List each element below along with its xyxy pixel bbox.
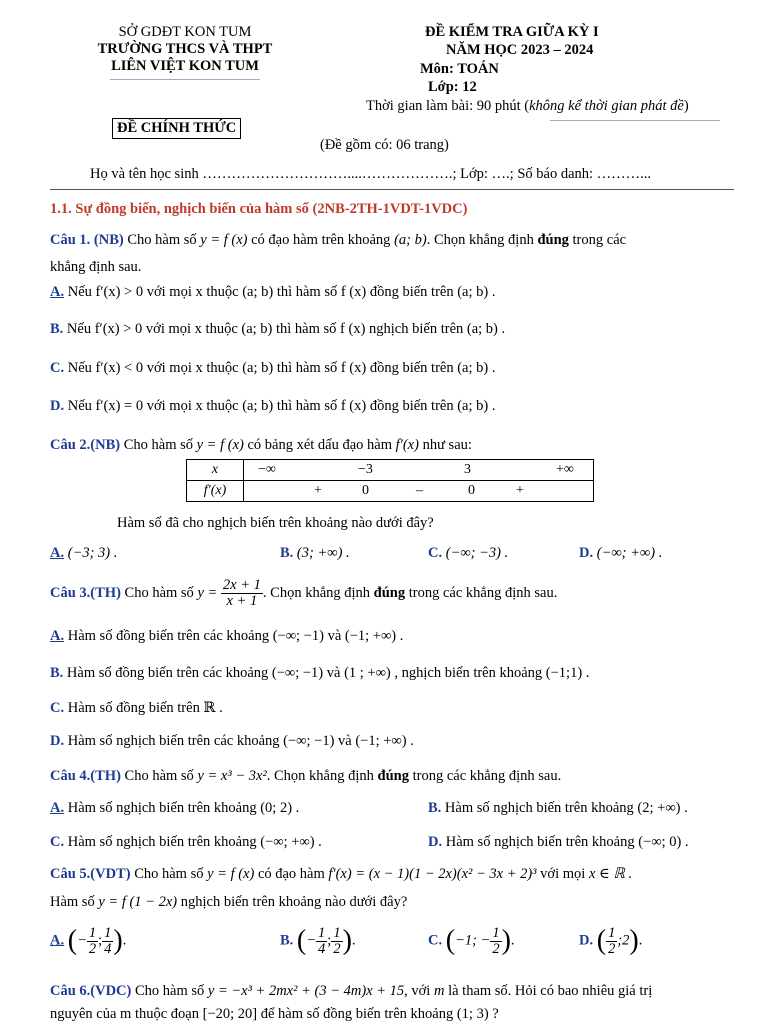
q5-option-c-lparen: ( <box>445 925 456 956</box>
q4-option-b-letter: B. <box>428 800 442 816</box>
x-value-pos-inf: +∞ <box>556 462 574 477</box>
q6-stem-a: Cho hàm số <box>134 983 205 999</box>
q5-b-end: . <box>351 932 356 949</box>
q1-option-b-letter: B. <box>50 321 64 337</box>
q4-option-a[interactable] <box>50 800 299 817</box>
q5-option-c[interactable] <box>428 925 515 957</box>
q5-option-a-lparen: ( <box>67 925 78 956</box>
q2-option-a[interactable] <box>50 545 117 562</box>
q4-option-d-letter: D. <box>428 834 443 850</box>
q2-option-a-letter: A. <box>50 545 65 561</box>
q3-denominator: x + 1 <box>226 593 258 609</box>
q4-stem-c: trong các khẳng định sau. <box>412 768 562 784</box>
q5-option-c-letter: C. <box>428 932 443 949</box>
sign-table <box>186 459 594 502</box>
q2-option-b-letter: B. <box>280 545 294 561</box>
q5-b-num2: 1 <box>333 924 341 941</box>
q2-option-a-text: (−3; 3) . <box>67 545 118 561</box>
q4-option-d-text: Hàm số nghịch biến trên khoảng (−∞; 0) . <box>445 834 689 850</box>
q5-option-b-frac1 <box>316 926 327 957</box>
time-limit <box>366 98 689 115</box>
subject: Môn: TOÁN <box>420 61 499 77</box>
q5-option-b-letter: B. <box>280 932 294 949</box>
q5-option-b-lparen: ( <box>296 925 307 956</box>
q1-stem-d: trong các <box>572 232 627 248</box>
q1-stem <box>50 232 626 249</box>
student-info-line: Họ và tên học sinh …………………………....……………….; Lớp: ….; Số báo danh: ………... <box>90 166 652 182</box>
q2-option-c[interactable] <box>428 545 508 562</box>
q3-fraction <box>221 578 263 609</box>
q4-option-b[interactable] <box>428 800 688 817</box>
q5-option-d-frac <box>606 926 617 957</box>
grade: Lớp: 12 <box>428 79 477 95</box>
q5-option-b-sign: − <box>306 932 317 949</box>
q3-option-b-text: Hàm số đồng biến trên các khoảng (−∞; −1) và (1 ; +∞) , nghịch biến trên khoảng (−1;1) . <box>66 665 590 681</box>
q5-d-num: 1 <box>608 924 616 941</box>
q5-option-a[interactable] <box>50 925 126 957</box>
time-suffix: ) <box>683 98 689 114</box>
q5-a-den2: 4 <box>104 940 112 957</box>
q1-option-c-text: Nếu f′(x) < 0 với mọi x thuộc (a; b) thì hàm số f (x) đồng biến trên (a; b) . <box>67 360 496 376</box>
q3-option-c-text: Hàm số đồng biến trên ℝ . <box>67 700 223 716</box>
q6-m: m <box>433 983 445 999</box>
q3-option-b[interactable] <box>50 665 589 682</box>
q2-stem-b: có bảng xét dấu đạo hàm <box>247 437 393 453</box>
q6-stem <box>50 983 652 1000</box>
q5-option-d-lparen: ( <box>596 925 607 956</box>
q5-a-num1: 1 <box>88 924 97 941</box>
q1-stem-a: Cho hàm số <box>127 232 197 248</box>
q5-stem-a: Cho hàm số <box>134 866 204 882</box>
q2-stem-a: Cho hàm số <box>123 437 193 453</box>
school-name-line2: LIÊN VIỆT KON TUM <box>111 58 259 74</box>
q5-b-den2: 2 <box>333 940 341 957</box>
q1-stem-line2: khẳng định sau. <box>50 259 142 275</box>
q4-option-a-text: Hàm số nghịch biến trên khoảng (0; 2) . <box>67 800 300 816</box>
q3-option-a-letter: A. <box>50 628 65 644</box>
q4-option-c-letter: C. <box>50 834 65 850</box>
q5-b-num1: 1 <box>318 924 326 941</box>
q1-option-d-text: Nếu f′(x) = 0 với mọi x thuộc (a; b) thì hàm số f (x) đồng biến trên (a; b) . <box>67 398 496 414</box>
q3-option-d[interactable] <box>50 733 414 750</box>
q5-option-d[interactable] <box>579 925 642 957</box>
official-badge: ĐỀ CHÍNH THỨC <box>112 118 241 139</box>
q2-stem-c: như sau: <box>422 437 472 453</box>
q4-option-d[interactable] <box>428 834 689 851</box>
exam-title: ĐỀ KIỂM TRA GIỮA KỲ I <box>425 24 599 40</box>
q1-level: (NB) <box>93 232 124 248</box>
q5-option-a-frac1 <box>87 926 98 957</box>
time-rule <box>550 120 720 121</box>
q4-option-c-text: Hàm số nghịch biến trên khoảng (−∞; +∞) . <box>67 834 322 850</box>
q3-label: Câu 3.(TH) <box>50 584 121 601</box>
q3-stem-b: . Chọn khẳng định <box>262 584 371 601</box>
q2-func: y = f (x) <box>196 437 244 453</box>
sign-table-row-deriv <box>187 481 594 502</box>
q2-option-d[interactable] <box>579 545 662 562</box>
q5-func: y = f (x) <box>207 866 255 882</box>
sign-minus: – <box>416 483 423 498</box>
q5-c-end: . <box>510 932 515 949</box>
q3-numerator: 2x + 1 <box>222 577 261 593</box>
q2-option-b-text: (3; +∞) . <box>296 545 350 561</box>
q2-option-d-text: (−∞; +∞) . <box>596 545 663 561</box>
header-left-rule <box>110 79 260 80</box>
q3-option-a-text: Hàm số đồng biến trên các khoảng (−∞; −1) và (−1; +∞) . <box>67 628 404 644</box>
q1-interval: (a; b) <box>394 232 427 248</box>
section-title: 1.1. Sự đồng biến, nghịch biến của hàm số (2NB-2TH-1VDT-1VDC) <box>50 201 468 217</box>
x-value-neg-inf: −∞ <box>258 462 276 477</box>
q2-option-b[interactable] <box>280 545 350 562</box>
q1-option-c-letter: C. <box>50 360 65 376</box>
q6-label: Câu 6.(VDC) <box>50 983 132 999</box>
q5-option-a-letter: A. <box>50 932 65 949</box>
q1-option-b[interactable] <box>50 321 505 338</box>
q6-stem-b: , với <box>404 983 431 999</box>
q4-option-c[interactable] <box>50 834 322 851</box>
sign-plus-1: + <box>314 483 322 498</box>
q4-option-b-text: Hàm số nghịch biến trên khoảng (2; +∞) . <box>444 800 688 816</box>
q5-b-sep: ; <box>327 932 332 949</box>
q6-stem-c: là tham số. Hỏi có bao nhiêu giá trị <box>448 983 653 999</box>
q6-stem-line2: nguyên của m thuộc đoạn [−20; 20] để hàm số đồng biến trên khoảng (1; 3) ? <box>50 1006 499 1022</box>
q5-option-a-frac2 <box>102 926 113 957</box>
q1-stem-c: . Chọn khẳng định <box>426 232 534 248</box>
q4-label: Câu 4.(TH) <box>50 768 121 784</box>
q2-question: Hàm số đã cho nghịch biến trên khoảng nào dưới đây? <box>117 515 434 531</box>
q5-c-den: 2 <box>492 940 500 957</box>
q3-option-c-letter: C. <box>50 700 65 716</box>
page-count: (Đề gồm có: 06 trang) <box>320 137 449 153</box>
q5-domain: x ∈ ℝ . <box>588 866 633 882</box>
q1-option-a-letter: A. <box>50 284 65 300</box>
q5-a-den1: 2 <box>88 940 97 957</box>
sign-table-x-label: x <box>187 460 244 481</box>
q5-c-num: 1 <box>492 924 500 941</box>
q1-option-a[interactable] <box>50 284 495 301</box>
q5-option-d-letter: D. <box>579 932 594 949</box>
q5-option-a-sign: − <box>77 932 87 949</box>
q5-deriv: f′(x) = (x − 1)(1 − 2x)(x² − 3x + 2)³ <box>328 866 537 882</box>
q2-label: Câu 2.(NB) <box>50 437 121 453</box>
q1-option-b-text: Nếu f′(x) > 0 với mọi x thuộc (a; b) thì hàm số f (x) nghịch biến trên (a; b) . <box>66 321 506 337</box>
school-year: NĂM HỌC 2023 – 2024 <box>446 42 594 58</box>
q4-stem <box>50 768 561 785</box>
q5-stem-c: với mọi <box>540 866 586 882</box>
header-left <box>70 24 300 75</box>
q5-option-c-frac <box>490 926 501 957</box>
q4-option-a-letter: A. <box>50 800 65 816</box>
q4-strong: đúng <box>377 768 409 784</box>
q4-stem-b: . Chọn khẳng định <box>266 768 374 784</box>
q5-line2-func: y = f (1 − 2x) <box>98 894 178 910</box>
q3-stem-c: trong các khẳng định sau. <box>408 584 558 601</box>
q2-option-c-text: (−∞; −3) . <box>445 545 509 561</box>
q1-func: y = f (x) <box>200 232 248 248</box>
sign-table-signs <box>244 481 594 502</box>
q3-option-b-letter: B. <box>50 665 64 681</box>
sign-table-x-values <box>244 460 594 481</box>
q2-deriv: f′(x) <box>395 437 419 453</box>
sign-plus-2: + <box>516 483 524 498</box>
q6-func: y = −x³ + 2mx² + (3 − 4m)x + 15 <box>207 983 405 999</box>
x-value-neg3: −3 <box>358 462 373 477</box>
q1-option-d-letter: D. <box>50 398 65 414</box>
q5-line2-b: nghịch biến trên khoảng nào dưới đây? <box>180 894 408 910</box>
q2-stem <box>50 437 472 454</box>
q5-option-a-rparen: ) <box>113 925 123 956</box>
q5-stem-line2 <box>50 894 407 911</box>
q5-stem-b: có đạo hàm <box>257 866 325 882</box>
q1-stem-b: có đạo hàm trên khoảng <box>251 232 391 248</box>
student-info-rule <box>50 189 734 190</box>
time-prefix: Thời gian làm bài: 90 phút ( <box>366 98 530 114</box>
q1-option-a-text: Nếu f′(x) > 0 với mọi x thuộc (a; b) thì hàm số f (x) đồng biến trên (a; b) . <box>67 284 496 300</box>
q3-func-lhs: y = <box>197 584 218 601</box>
school-name-line1: TRƯỜNG THCS VÀ THPT <box>97 41 273 57</box>
q5-option-b-rparen: ) <box>342 925 352 956</box>
q5-label: Câu 5.(VDT) <box>50 866 131 882</box>
q5-line2-a: Hàm số <box>50 894 95 910</box>
q1-label: Câu 1. <box>50 232 91 248</box>
q3-strong: đúng <box>373 584 406 601</box>
q3-option-d-letter: D. <box>50 733 65 749</box>
q5-stem <box>50 866 632 883</box>
q4-func: y = x³ − 3x² <box>197 768 267 784</box>
q5-d-end: . <box>638 932 643 949</box>
q5-a-end: . <box>122 932 127 949</box>
q5-option-b-frac2 <box>331 926 342 957</box>
q2-option-d-letter: D. <box>579 545 594 561</box>
q5-option-d-rparen: ) <box>629 925 639 956</box>
q4-stem-a: Cho hàm số <box>124 768 194 784</box>
q5-option-c-rparen: ) <box>501 925 511 956</box>
sign-zero-1: 0 <box>362 483 369 498</box>
q3-option-d-text: Hàm số nghịch biến trên các khoảng (−∞; −1) và (−1; +∞) . <box>67 733 414 749</box>
time-note: không kể thời gian phát đề <box>529 98 684 114</box>
q3-option-a[interactable] <box>50 628 403 645</box>
sign-table-row-x <box>187 460 594 481</box>
q5-d-den: 2 <box>608 940 616 957</box>
q3-stem-a: Cho hàm số <box>124 584 194 601</box>
x-value-3: 3 <box>464 462 471 477</box>
q1-option-c[interactable] <box>50 360 495 377</box>
q5-b-den1: 4 <box>318 940 326 957</box>
q1-strong: đúng <box>537 232 569 248</box>
dept-name: SỞ GDĐT KON TUM <box>118 24 252 40</box>
q5-c-pre: −1; − <box>455 932 491 949</box>
q5-a-sep: ; <box>98 932 103 949</box>
q1-option-d[interactable] <box>50 398 495 415</box>
q5-option-b[interactable] <box>280 925 356 957</box>
q5-d-post: ;2 <box>617 932 630 949</box>
q3-option-c[interactable] <box>50 700 223 717</box>
sign-zero-2: 0 <box>468 483 475 498</box>
sign-table-deriv-label: f′(x) <box>187 481 244 502</box>
q3-stem <box>50 578 557 609</box>
q2-option-c-letter: C. <box>428 545 443 561</box>
q5-a-num2: 1 <box>104 924 112 941</box>
